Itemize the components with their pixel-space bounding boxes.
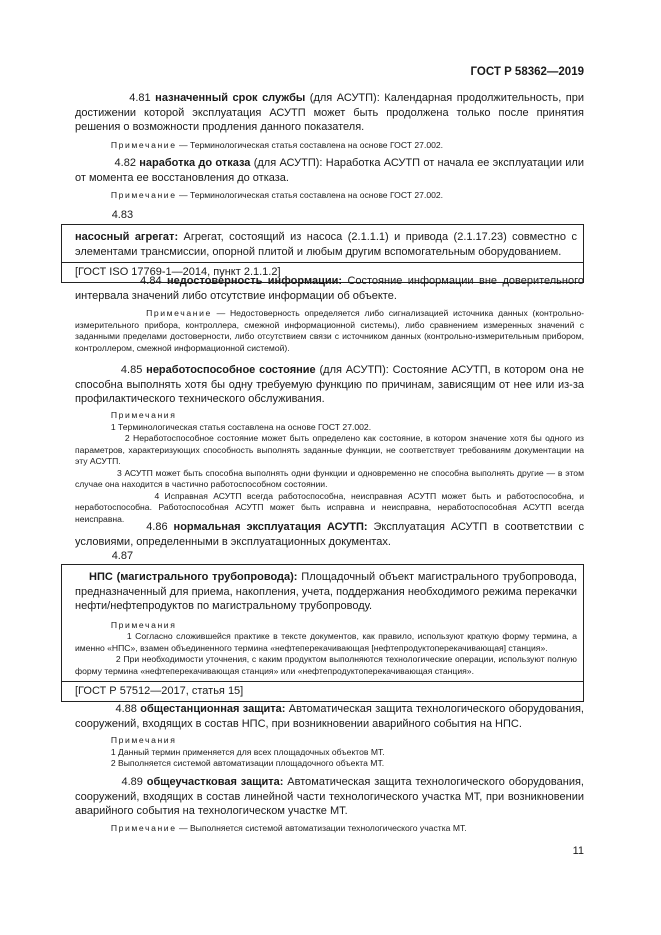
note-item: 2 Выполняется системой автоматизации площадочного объекта МТ. [110, 758, 385, 768]
entry-number: 4.88 [115, 703, 137, 715]
standard-designation: ГОСТ Р 58362—2019 [470, 66, 584, 78]
note-item: 2 Неработоспособное состояние может быть определено как состояние, в котором значение хотя бы одного из параметров, характеризующих способность выполнять заданные функции, не соответствует требованиям документации на эту АСУТП. [75, 433, 584, 466]
entry-number-4-87: 4.87 [111, 550, 134, 562]
notes-label: Примечания [110, 619, 177, 630]
entry-term: насосный агрегат: [75, 231, 179, 243]
note-text: Недостоверность определяется либо сигнализацией источника данных (контрольно-измерительного прибора, контроллера, смежной информационной системы), либо сравнением измеренных значений с заданными пределами достоверности, либо отсутствием связи с источником данных (контрольно-измерительным прибором, контроллером, смежной информационной системой). [75, 308, 584, 353]
entry-4-83 [62, 225, 583, 262]
entry-number: 4.81 [129, 92, 151, 104]
entry-4-87 [62, 565, 583, 617]
entry-definition: (для АСУТП): Календарная продолжительность, при достижении которой эксплуатация АСУТП может быть продолжена только после принятия решения о возможности продления данного показателя. [75, 92, 584, 133]
entry-4-81 [75, 91, 584, 135]
entry-term: неработоспособное состояние [146, 364, 316, 376]
entry-4-84 [75, 274, 584, 303]
entry-term: наработка до отказа [139, 157, 251, 169]
entry-number: 4.86 [146, 521, 168, 533]
entry-term: недостоверность информации: [167, 275, 343, 287]
note-4-84: Примечание — Недостоверность определяется либо сигнализацией источника данных (контрольно-измерительного прибора, контроллера, смежной информационной системы), либо сравнением измеренных значений с заданными пределами достоверности, либо отсутствием связи с источником данных (контрольно-измерительным прибором, контроллером, смежной информационной системой). [75, 308, 584, 353]
entry-box-4-87 [61, 564, 584, 702]
entry-term: общеучастковая защита: [146, 776, 284, 788]
note-item: 1 Данный термин применяется для всех площадочных объектов МТ. [110, 746, 385, 757]
entry-definition: (для АСУТП): Наработка АСУТП от начала ее эксплуатации или от момента ее восстановления до отказа. [75, 157, 584, 184]
entry-source: [ГОСТ ISO 17769-1—2014, пункт 2.1.1.2] [62, 262, 583, 282]
entry-number: 4.85 [120, 364, 143, 376]
note-item: 2 При необходимости уточнения, с каким продуктом выполняются технологические операции, используют полную форму термина «нефтеперекачивающая станция» или «нефтепродуктоперекачивающая станция». [75, 654, 577, 676]
entry-definition: Эксплуатация АСУТП в соответствии с условиями, определенными в эксплуатационных документах. [75, 521, 584, 548]
note-4-89: Примечание — Выполняется системой автоматизации технологического участка МТ. [110, 823, 467, 833]
entry-term: нормальная эксплуатация АСУТП: [173, 521, 368, 533]
note-label: Примечание [110, 140, 177, 150]
note-text: Терминологическая статья составлена на основе ГОСТ 27.002. [189, 190, 444, 200]
note-item: 1 Терминологическая статья составлена на основе ГОСТ 27.002. [110, 421, 372, 432]
entry-4-88 [75, 702, 584, 731]
note-label: Примечание [146, 308, 212, 318]
notes-label: Примечания [110, 410, 177, 420]
notes-4-88 [75, 735, 584, 770]
entry-term: назначенный срок службы [155, 92, 306, 104]
note-label: Примечание [110, 190, 177, 200]
entry-definition: (для АСУТП): Состояние АСУТП, в котором она не способна выполнять хотя бы одну требуемую функцию по причинам, зависящим от нее или из-за профилактического технического обслуживания. [75, 364, 584, 405]
entry-number: 4.84 [140, 275, 162, 287]
note-text: Выполняется системой автоматизации технологического участка МТ. [189, 823, 467, 833]
entry-number-4-83: 4.83 [111, 209, 134, 221]
entry-term: НПС (магистрального трубопровода): [89, 571, 298, 583]
entry-definition: Состояние информации вне доверительного интервала значений либо отсутствие информации об объекте. [75, 275, 584, 302]
notes-4-87 [62, 617, 583, 682]
entry-4-85 [75, 363, 584, 407]
note-4-82: Примечание — Терминологическая статья составлена на основе ГОСТ 27.002. [110, 190, 444, 200]
note-item: 1 Согласно сложившейся практике в тексте документов, как правило, используют краткую форму термина, а именно «НПС», взамен объединенного термина «нефтеперекачивающая [нефтепродуктоперекачивающая] станция». [75, 631, 577, 653]
entry-number: 4.89 [121, 776, 143, 788]
entry-definition: Автоматическая защита технологического оборудования, сооружений, входящих в состав НПС, при возникновении аварийного события на НПС. [75, 703, 584, 730]
entry-4-89 [75, 775, 584, 819]
notes-4-85 [75, 410, 584, 525]
note-item: 4 Исправная АСУТП всегда работоспособна, неисправная АСУТП может быть и работоспособна, и неработоспособна. Работоспособная АСУТП может быть исправна и неисправна, неработоспособная АСУТП всегда неисправна. [75, 490, 584, 524]
note-4-81: Примечание — Терминологическая статья составлена на основе ГОСТ 27.002. [110, 140, 444, 150]
note-item: 3 АСУТП может быть способна выполнять одни функции и одновременно не способна выполнять другие — в этом случае она находится в частично работоспособном состоянии. [75, 467, 584, 489]
entry-number: 4.82 [114, 157, 136, 169]
note-text: Терминологическая статья составлена на основе ГОСТ 27.002. [189, 140, 444, 150]
entry-definition: Автоматическая защита технологического оборудования, сооружений, входящих в состав линейной части технологического участка МТ, при возникновении аварийного события на технологическом участке МТ. [75, 776, 584, 817]
entry-term: общестанционная защита: [140, 703, 286, 715]
notes-label: Примечания [110, 735, 177, 745]
entry-4-82 [75, 156, 584, 185]
note-label: Примечание [110, 823, 177, 833]
entry-definition: Площадочный объект магистрального трубопровода, предназначенный для приема, накопления, учета, поддержания необходимого режима перекачки нефти/нефтепродуктов по магистральному трубопроводу. [75, 571, 577, 612]
entry-definition: Агрегат, состоящий из насоса (2.1.1.1) и привода (2.1.17.23) совместно с элементами трансмиссии, опорной плитой и любым другим вспомогательным оборудованием. [75, 231, 577, 258]
entry-4-86 [75, 520, 584, 549]
entry-source: [ГОСТ Р 57512—2017, статья 15] [62, 681, 583, 701]
page-number: 11 [572, 845, 584, 857]
